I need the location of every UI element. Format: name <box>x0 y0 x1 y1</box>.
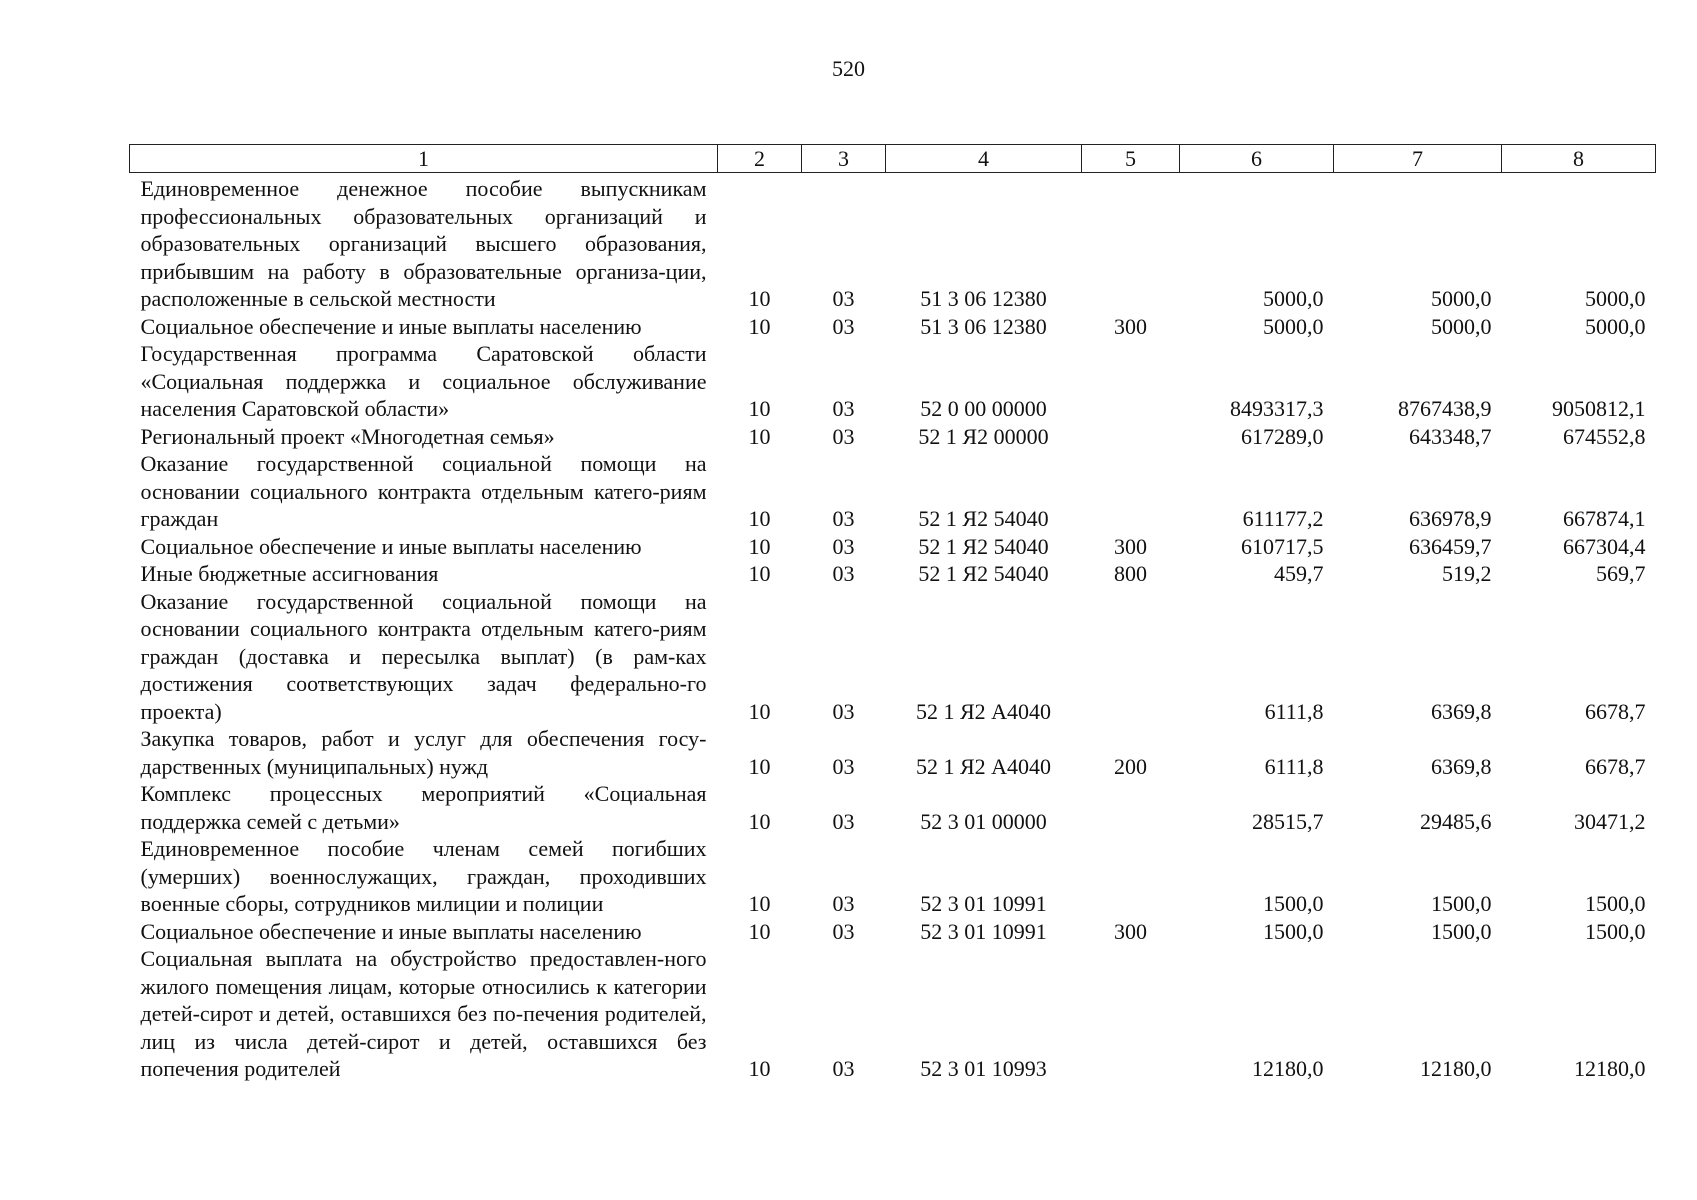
row-amount-year-2: 12180,0 <box>1420 1056 1492 1081</box>
row-name: Единовременное пособие членам семей погибших (умерших) военнослужащих, граждан, проходивших военные сборы, сотрудников милиции и полиции <box>140 836 707 916</box>
row-amount-year-1: 617289,0 <box>1241 423 1324 449</box>
row-amount-year-3: 1500,0 <box>1585 891 1646 916</box>
row-subsection: 03 <box>832 533 855 559</box>
row-amount-year-2: 5000,0 <box>1431 313 1492 339</box>
row-expense-type: 300 <box>1114 313 1147 339</box>
row-section: 10 <box>748 286 771 311</box>
row-target-article: 51 3 06 12380 <box>920 286 1047 311</box>
row-expense-type <box>1082 588 1180 726</box>
row-target-article: 52 1 Я2 00000 <box>918 423 1049 449</box>
row-amount-year-1: 610717,5 <box>1241 533 1324 559</box>
row-target-article: 52 1 Я2 54040 <box>918 561 1049 586</box>
table-row <box>130 533 1656 561</box>
row-amount-year-3: 9050812,1 <box>1552 396 1646 421</box>
row-section: 10 <box>748 561 771 586</box>
row-target-article: 52 3 01 00000 <box>920 808 1047 834</box>
row-amount-year-3: 6678,7 <box>1585 698 1646 724</box>
table-row <box>130 780 1656 835</box>
column-header: 1 <box>130 145 718 173</box>
table-row <box>130 725 1656 780</box>
row-amount-year-1: 5000,0 <box>1263 313 1324 339</box>
row-amount-year-1: 5000,0 <box>1263 286 1324 311</box>
row-expense-type <box>1082 780 1180 835</box>
row-section: 10 <box>748 506 771 531</box>
row-name: Региональный проект «Многодетная семья» <box>140 423 555 449</box>
column-header: 3 <box>802 145 886 173</box>
row-target-article: 52 3 01 10991 <box>920 918 1047 944</box>
row-amount-year-2: 1500,0 <box>1431 891 1492 916</box>
table-row <box>130 173 1656 313</box>
column-header: 5 <box>1082 145 1180 173</box>
row-subsection: 03 <box>832 423 855 449</box>
row-subsection: 03 <box>832 808 855 834</box>
row-section: 10 <box>748 698 771 724</box>
row-amount-year-1: 8493317,3 <box>1230 396 1324 421</box>
row-amount-year-3: 6678,7 <box>1585 753 1646 779</box>
row-amount-year-3: 12180,0 <box>1574 1056 1646 1081</box>
row-amount-year-3: 569,7 <box>1596 561 1646 586</box>
column-header: 4 <box>886 145 1082 173</box>
row-expense-type <box>1082 835 1180 918</box>
row-target-article: 52 1 Я2 А4040 <box>915 753 1052 779</box>
table-row <box>130 560 1656 588</box>
row-section: 10 <box>748 753 771 779</box>
page-number: 520 <box>832 56 865 81</box>
row-amount-year-2: 519,2 <box>1442 561 1492 586</box>
column-header: 7 <box>1334 145 1502 173</box>
row-amount-year-1: 1500,0 <box>1263 918 1324 944</box>
table-row <box>130 945 1656 1083</box>
row-target-article: 52 3 01 10991 <box>920 891 1047 916</box>
row-amount-year-3: 30471,2 <box>1574 808 1646 834</box>
row-subsection: 03 <box>832 1056 855 1081</box>
column-header: 8 <box>1502 145 1656 173</box>
row-target-article: 52 0 00 00000 <box>920 396 1047 421</box>
row-expense-type <box>1082 173 1180 313</box>
row-subsection: 03 <box>832 698 855 724</box>
row-name: Государственная программа Саратовской области «Социальная поддержка и социальное обслуживание населения Саратовской области» <box>140 341 707 421</box>
row-name: Иные бюджетные ассигнования <box>140 561 439 586</box>
row-subsection: 03 <box>832 286 855 311</box>
row-amount-year-3: 5000,0 <box>1585 313 1646 339</box>
table-header-row <box>130 145 1656 173</box>
row-amount-year-2: 6369,8 <box>1431 698 1492 724</box>
row-amount-year-1: 12180,0 <box>1252 1056 1324 1081</box>
table-row <box>130 918 1656 946</box>
row-name: Социальная выплата на обустройство предоставлен-ного жилого помещения лицам, которые относились к категории детей-сирот и детей, оставшихся без по-печения родителей, лиц из числа детей-сирот и детей, оставшихся без попечения родителей <box>140 946 707 1081</box>
row-expense-type: 800 <box>1114 561 1147 586</box>
row-subsection: 03 <box>832 506 855 531</box>
row-amount-year-2: 636978,9 <box>1409 506 1492 531</box>
row-expense-type <box>1082 945 1180 1083</box>
row-name: Оказание государственной социальной помощи на основании социального контракта отдельным катего-риям граждан (доставка и пересылка выплат) (в рам-ках достижения соответствующих задач федерально-го проекта) <box>140 588 707 724</box>
row-section: 10 <box>748 891 771 916</box>
row-subsection: 03 <box>832 396 855 421</box>
row-target-article: 52 1 Я2 54040 <box>918 533 1049 559</box>
row-section: 10 <box>748 1056 771 1081</box>
row-expense-type <box>1082 423 1180 451</box>
row-amount-year-2: 8767438,9 <box>1398 396 1492 421</box>
budget-table <box>129 144 1656 1083</box>
row-subsection: 03 <box>832 561 855 586</box>
table-row <box>130 340 1656 423</box>
row-expense-type: 300 <box>1114 533 1147 559</box>
row-name: Комплекс процессных мероприятий «Социальная поддержка семей с детьми» <box>140 781 707 834</box>
row-amount-year-3: 667304,4 <box>1563 533 1646 559</box>
row-name: Закупка товаров, работ и услуг для обеспечения госу-дарственных (муниципальных) нужд <box>140 726 707 779</box>
row-section: 10 <box>748 313 771 339</box>
row-target-article: 52 3 01 10993 <box>920 1056 1047 1081</box>
row-amount-year-2: 636459,7 <box>1409 533 1492 559</box>
row-amount-year-2: 6369,8 <box>1431 753 1492 779</box>
row-amount-year-3: 5000,0 <box>1585 286 1646 311</box>
table-row <box>130 450 1656 533</box>
row-name: Оказание государственной социальной помощи на основании социального контракта отдельным катего-риям граждан <box>140 451 707 531</box>
row-section: 10 <box>748 396 771 421</box>
table-row <box>130 835 1656 918</box>
row-expense-type <box>1082 340 1180 423</box>
row-amount-year-2: 643348,7 <box>1409 423 1492 449</box>
row-amount-year-1: 1500,0 <box>1263 891 1324 916</box>
column-header: 6 <box>1180 145 1334 173</box>
row-expense-type: 200 <box>1114 753 1147 779</box>
row-subsection: 03 <box>832 918 855 944</box>
table-body <box>130 173 1656 1083</box>
row-target-article: 52 1 Я2 54040 <box>918 506 1049 531</box>
row-amount-year-1: 6111,8 <box>1264 698 1324 724</box>
table-row <box>130 588 1656 726</box>
row-expense-type <box>1082 450 1180 533</box>
row-subsection: 03 <box>832 753 855 779</box>
row-subsection: 03 <box>832 313 855 339</box>
row-amount-year-2: 5000,0 <box>1431 286 1492 311</box>
row-amount-year-3: 1500,0 <box>1585 918 1646 944</box>
row-amount-year-1: 459,7 <box>1274 561 1324 586</box>
row-amount-year-1: 28515,7 <box>1252 808 1324 834</box>
row-name: Социальное обеспечение и иные выплаты населению <box>140 313 642 339</box>
row-section: 10 <box>748 808 771 834</box>
row-amount-year-1: 611177,2 <box>1242 506 1324 531</box>
row-expense-type: 300 <box>1114 918 1147 944</box>
row-target-article: 51 3 06 12380 <box>920 313 1047 339</box>
row-name: Социальное обеспечение и иные выплаты населению <box>140 533 642 559</box>
table-row <box>130 423 1656 451</box>
row-name: Социальное обеспечение и иные выплаты населению <box>140 918 642 944</box>
row-section: 10 <box>748 918 771 944</box>
row-amount-year-3: 674552,8 <box>1563 423 1646 449</box>
row-subsection: 03 <box>832 891 855 916</box>
table-row <box>130 313 1656 341</box>
row-name: Единовременное денежное пособие выпускникам профессиональных образовательных организаций и образовательных организаций высшего образования, прибывшим на работу в образовательные организа-ции, расположенные в сельской местности <box>140 176 707 311</box>
column-header: 2 <box>718 145 802 173</box>
row-amount-year-3: 667874,1 <box>1563 506 1646 531</box>
row-amount-year-1: 6111,8 <box>1264 753 1324 779</box>
row-target-article: 52 1 Я2 А4040 <box>915 698 1052 724</box>
row-amount-year-2: 29485,6 <box>1420 808 1492 834</box>
row-section: 10 <box>748 533 771 559</box>
row-section: 10 <box>748 423 771 449</box>
row-amount-year-2: 1500,0 <box>1431 918 1492 944</box>
